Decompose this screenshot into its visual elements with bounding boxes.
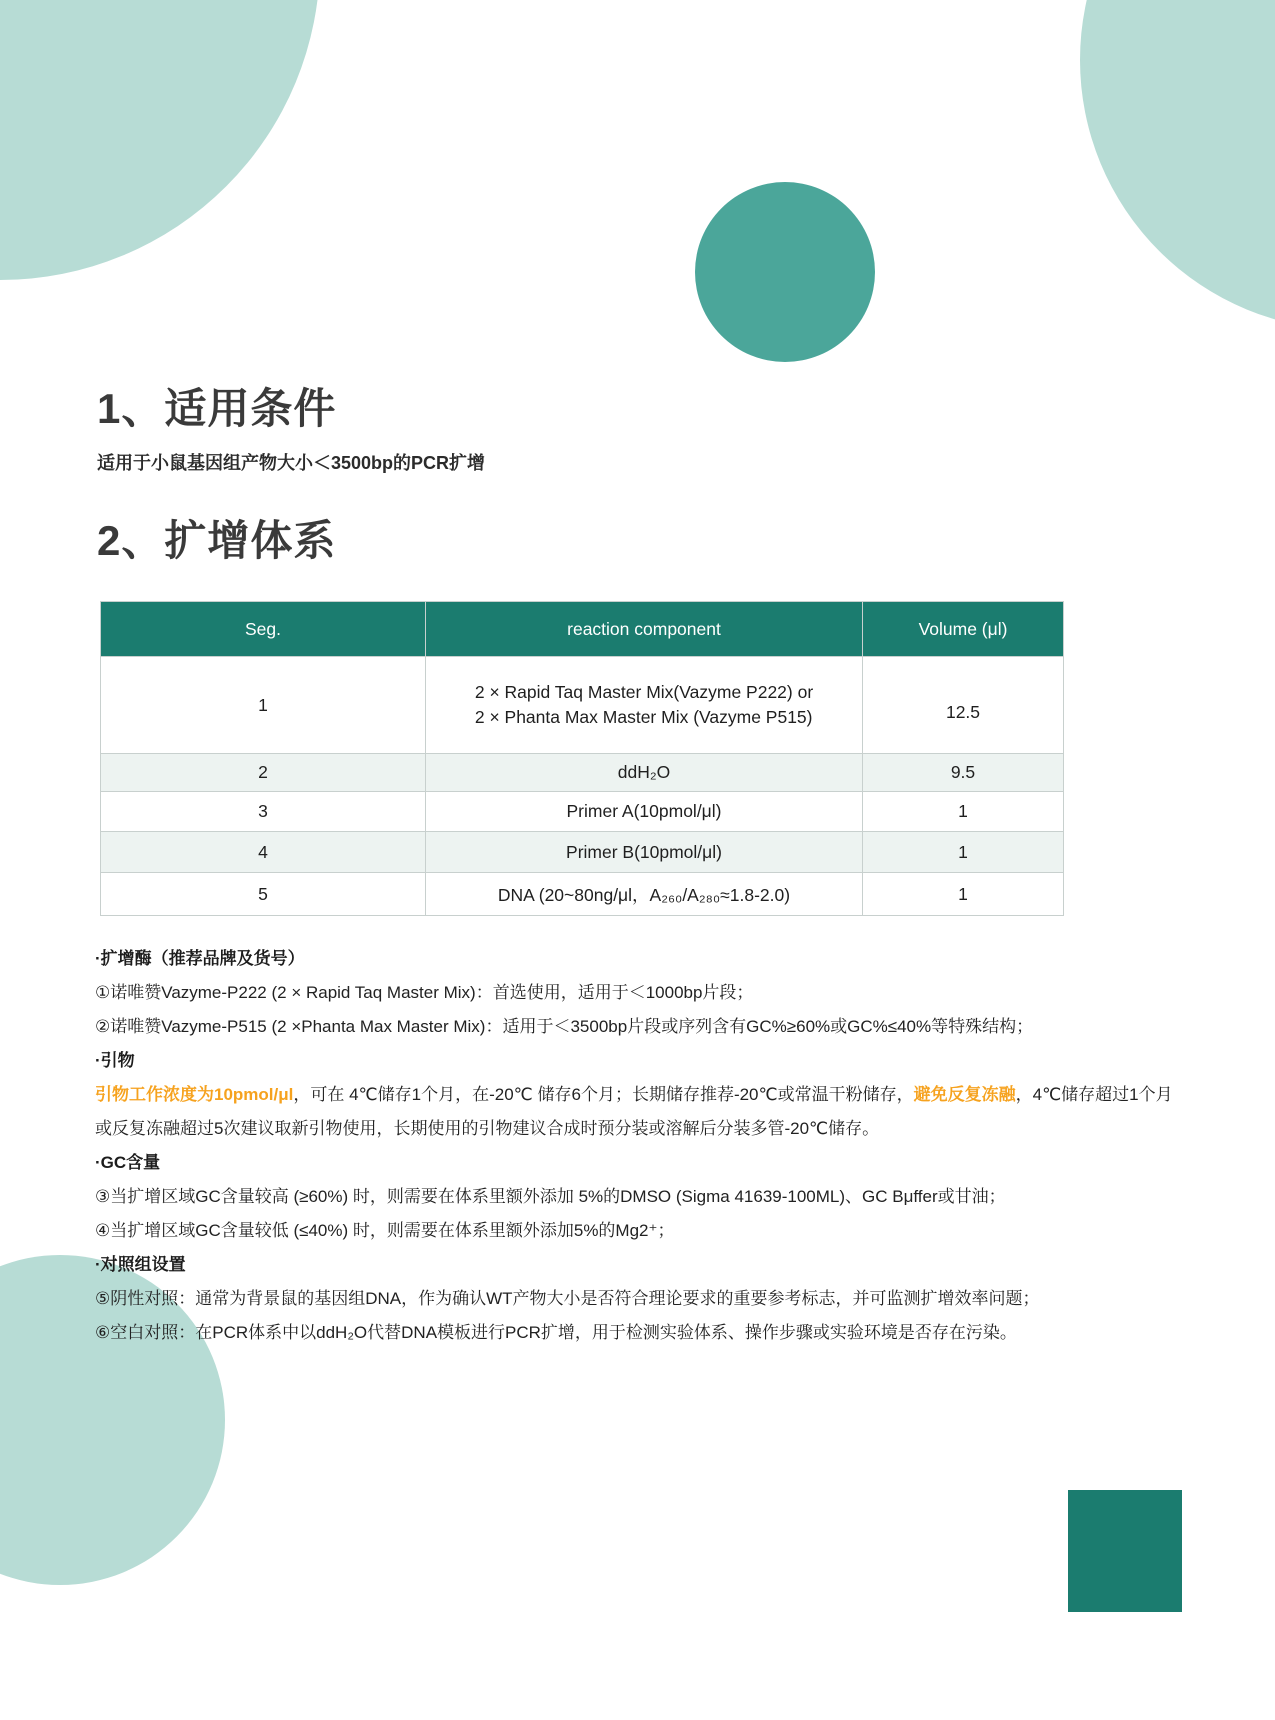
- cell-seg: 3: [101, 792, 426, 832]
- table-row: [101, 873, 1064, 916]
- note-header-primer: ·引物: [95, 1051, 135, 1070]
- cell-component: DNA (20~80ng/μl，A₂₆₀/A₂₈₀≈1.8-2.0): [426, 873, 863, 916]
- note-gc-item-1: ③当扩增区域GC含量较高 (≥60%) 时，则需要在体系里额外添加 5%的DMSO (Sigma 41639-100ML)、GC Bμffer或甘油；: [95, 1187, 1006, 1206]
- cell-seg: 2: [101, 754, 426, 792]
- note-control-item-2: ⑥空白对照：在PCR体系中以ddH₂O代替DNA模板进行PCR扩增，用于检测实验体系、操作步骤或实验环境是否存在污染。: [95, 1323, 1017, 1342]
- col-header-volume: Volume (μl): [863, 602, 1064, 657]
- note-enzyme-item-2: ②诺唯赞Vazyme-P515 (2 ×Phanta Max Master Mix)：适用于＜3500bp片段或序列含有GC%≥60%或GC%≤40%等特殊结构；: [95, 1017, 1034, 1036]
- decor-circle-top-left: [0, 0, 320, 280]
- cell-volume: 9.5: [863, 754, 1064, 792]
- section-2-title: 2、扩增体系: [97, 517, 337, 564]
- table-row: [101, 657, 1064, 754]
- section-1-subtitle: 适用于小鼠基因组产物大小＜3500bp的PCR扩增: [97, 453, 486, 473]
- cell-volume: 1: [863, 873, 1064, 916]
- highlight-avoid-freeze-thaw: 避免反复冻融: [913, 1085, 1016, 1104]
- cell-component: [426, 657, 863, 754]
- notes-section: [95, 942, 1185, 1350]
- note-text: ，可在 4℃储存1个月，在-20℃ 储存6个月；长期储存推荐-20℃或常温干粉储存，: [293, 1085, 914, 1104]
- note-primer-storage: [95, 1078, 1185, 1146]
- cell-volume: 1: [863, 832, 1064, 873]
- note-gc-item-2: ④当扩增区域GC含量较低 (≤40%) 时，则需要在体系里额外添加5%的Mg2⁺；: [95, 1221, 675, 1240]
- note-header-control: ·对照组设置: [95, 1255, 186, 1274]
- note-enzyme-item-1: ①诺唯赞Vazyme-P222 (2 × Rapid Taq Master Mix)：首选使用，适用于＜1000bp片段；: [95, 983, 754, 1002]
- cell-seg: 1: [101, 657, 426, 754]
- note-text: ，4℃储存超过1个月或反复冻融超过5次建议取新引物使用，长期使用的引物建议合成时预分装或溶解后分装多管-20℃储存。: [95, 1085, 1173, 1138]
- component-lines: [475, 680, 813, 730]
- cell-volume: 1: [863, 792, 1064, 832]
- table-row: [101, 792, 1064, 832]
- cell-component: Primer B(10pmol/μl): [426, 832, 863, 873]
- cell-volume: 12.5: [863, 657, 1064, 754]
- table-header-row: [101, 602, 1064, 657]
- cell-component: Primer A(10pmol/μl): [426, 792, 863, 832]
- component-line-1: 2 × Rapid Taq Master Mix(Vazyme P222) or: [474, 682, 814, 702]
- col-header-seg: Seg.: [101, 602, 426, 657]
- section-1-title: 1、适用条件: [97, 385, 337, 432]
- table-row: [101, 754, 1064, 792]
- table-row: [101, 832, 1064, 873]
- highlight-primer-concentration: 引物工作浓度为10pmol/μl: [95, 1085, 294, 1104]
- note-header-gc: ·GC含量: [95, 1153, 161, 1172]
- note-control-item-1: ⑤阴性对照：通常为背景鼠的基因组DNA，作为确认WT产物大小是否符合理论要求的重要参考标志，并可监测扩增效率问题；: [95, 1289, 1040, 1308]
- col-header-component: reaction component: [426, 602, 863, 657]
- reaction-table: [100, 601, 1064, 916]
- decor-circle-teal: [695, 182, 875, 362]
- note-header-enzyme: ·扩增酶（推荐品牌及货号）: [95, 949, 305, 968]
- cell-seg: 4: [101, 832, 426, 873]
- decor-circle-top-right: [1080, 0, 1275, 330]
- cell-seg: 5: [101, 873, 426, 916]
- component-line-2: 2 × Phanta Max Master Mix (Vazyme P515): [474, 707, 813, 727]
- cell-component: ddH₂O: [426, 754, 863, 792]
- decor-square-bottom-right: [1068, 1490, 1182, 1612]
- reaction-table-container: [100, 601, 1063, 916]
